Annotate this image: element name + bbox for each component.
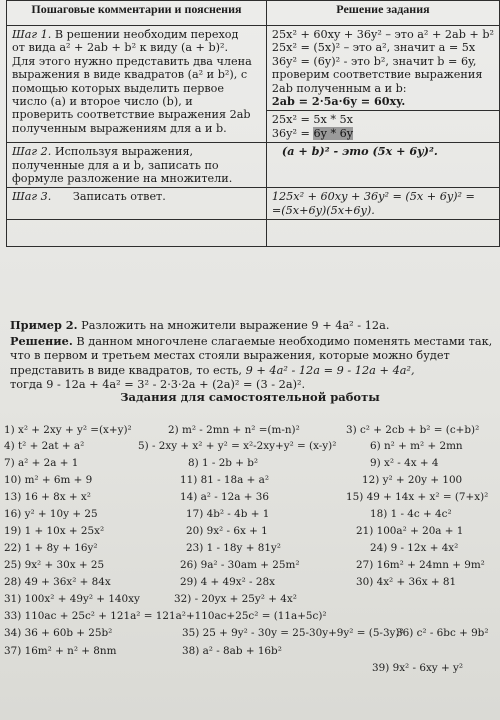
task-item: 11) 81 - 18a + a² [180, 474, 270, 486]
step2-sol: (a + b)² - это (5x + 6y)². [281, 144, 438, 159]
task-item: 28) 49 + 36x² + 84x [4, 576, 111, 588]
step1-sol-line3: 36y² = (6y)² - это b², значит b = 6y, [271, 54, 477, 68]
task-item: 10) m² + 6m + 9 [4, 474, 93, 486]
step3-label: Шаг 3. [12, 190, 52, 204]
step1-sol-line2: 25x² = (5x)² – это a², значит a = 5x [271, 41, 476, 55]
task-item: 1) x² + 2xy + y² =(x+y)² [4, 424, 132, 436]
header-solution: Решение задания [266, 1, 499, 26]
task-item: 30) 4x² + 36x + 81 [356, 576, 457, 588]
step2-text: Используя выражения, полученные для a и b, записать по формуле разложение на множители. [12, 145, 233, 186]
step1-sol-line6: 25x² = 5x * 5x [271, 113, 353, 127]
task-item: 7) a² + 2a + 1 [4, 457, 79, 469]
task-item: 8) 1 - 2b + b² [188, 457, 259, 469]
step3-sol-line2: =(5x+6y)(5x+6y). [271, 203, 375, 217]
step1-sol-line4: проверим соответствие выражения 2ab полученным a и b: [271, 68, 483, 95]
task-item: 26) 9a² - 30am + 25m² [180, 559, 300, 571]
task-item: 18) 1 - 4c + 4c² [370, 508, 452, 520]
task-item: 23) 1 - 18y + 81y² [186, 542, 281, 554]
task-item: 16) y² + 10y + 25 [4, 508, 98, 520]
task-item: 31) 100x² + 49y² + 140xy [4, 593, 140, 605]
step1-label: Шаг 1. [12, 28, 52, 41]
task-item: 38) a² - 8ab + 16b² [182, 645, 282, 657]
task-item: 39) 9x² - 6xy + y² [372, 662, 464, 674]
example-eq1: 9 + 4a² - 12a = 9 - 12a + 4a², [245, 363, 415, 377]
task-item: 9) x² - 4x + 4 [370, 457, 439, 469]
task-item: 36) c² - 6bc + 9b² [396, 627, 489, 639]
task-item: 14) a² - 12a + 36 [180, 491, 270, 503]
task-item: 29) 4 + 49x² - 28x [180, 576, 275, 588]
step1-text: В решении необходим переход от вида a² + 2ab + b² к виду (a + b)². Для этого нужно представить два члена выражения в виде квадратов (a² и b²), с помощью которых выделить первое число (a) и второе число (b), и проверить соответствие выражения 2ab полученным выражениям для a и b. [12, 28, 252, 135]
task-item: 19) 1 + 10x + 25x² [4, 525, 105, 537]
header-comments: Пошаговые комментарии и пояснения [7, 1, 267, 26]
task-item: 21) 100a² + 20a + 1 [356, 525, 464, 537]
task-item: 32) - 20yx + 25y² + 4x² [174, 593, 297, 605]
example-solution-text: В данном многочлене слагаемые необходимо поменять местами так, что в первом и третьем местах стояли выражения, которые можно будет представить в виде квадратов, то есть, [10, 334, 493, 377]
task-item: 20) 9x² - 6x + 1 [186, 525, 268, 537]
example-task: Разложить на множители выражение 9 + 4a² - 12a. [81, 319, 390, 332]
task-item: 4) t² + 2at + a² [4, 440, 85, 452]
step1-sol-line5: 2ab = 2·5a·6y = 60xy. [271, 94, 406, 109]
step1-sol-line1: 25x² + 60xy + 36y² – это a² + 2ab + b² [271, 28, 494, 41]
task-item: 12) y² + 20y + 100 [362, 474, 463, 486]
example-eq2: тогда 9 - 12a + 4a² = 3² - 2·3·2a + (2a)² = (3 - 2a)². [10, 378, 306, 392]
task-item: 17) 4b² - 4b + 1 [186, 508, 270, 520]
step2-label: Шаг 2. [12, 145, 52, 159]
task-item: 3) c² + 2cb + b² = (c+b)² [346, 424, 480, 436]
tasks-title: Задания для самостоятельной работы [120, 390, 380, 404]
task-item: 24) 9 - 12x + 4x² [370, 542, 459, 554]
example-solution-label: Решение. [10, 333, 73, 348]
step1-sol-line7-highlight: 6y * 6y [313, 126, 354, 140]
task-item: 35) 25 + 9y² - 30y = 25-30y+9y² = (5-3y)² [182, 627, 404, 639]
task-item: 37) 16m² + n² + 8nm [4, 645, 117, 657]
step3-text: Записать ответ. [72, 190, 166, 204]
task-item: 13) 16 + 8x + x² [4, 491, 91, 503]
step3-sol-line1: 125x² + 60xy + 36y² = (5x + 6y)² = [271, 190, 475, 204]
task-item: 33) 110ac + 25c² + 121a² = 121a²+110ac+25c² = (11a+5c)² [4, 610, 327, 622]
task-item: 15) 49 + 14x + x² = (7+x)² [346, 491, 489, 503]
task-item: 5) - 2xy + x² + y² = x²-2xy+y² = (x-y)² [138, 440, 337, 452]
step1-sol-line7-left: 36y² = [271, 126, 310, 140]
example-title: Пример 2. [10, 318, 78, 332]
task-item: 6) n² + m² + 2mn [370, 440, 463, 452]
task-item: 34) 36 + 60b + 25b² [4, 627, 113, 639]
task-item: 27) 16m² + 24mn + 9m² [356, 559, 485, 571]
task-item: 22) 1 + 8y + 16y² [4, 542, 98, 554]
task-item: 25) 9x² + 30x + 25 [4, 559, 105, 571]
task-item: 2) m² - 2mn + n² =(m-n)² [168, 424, 300, 436]
